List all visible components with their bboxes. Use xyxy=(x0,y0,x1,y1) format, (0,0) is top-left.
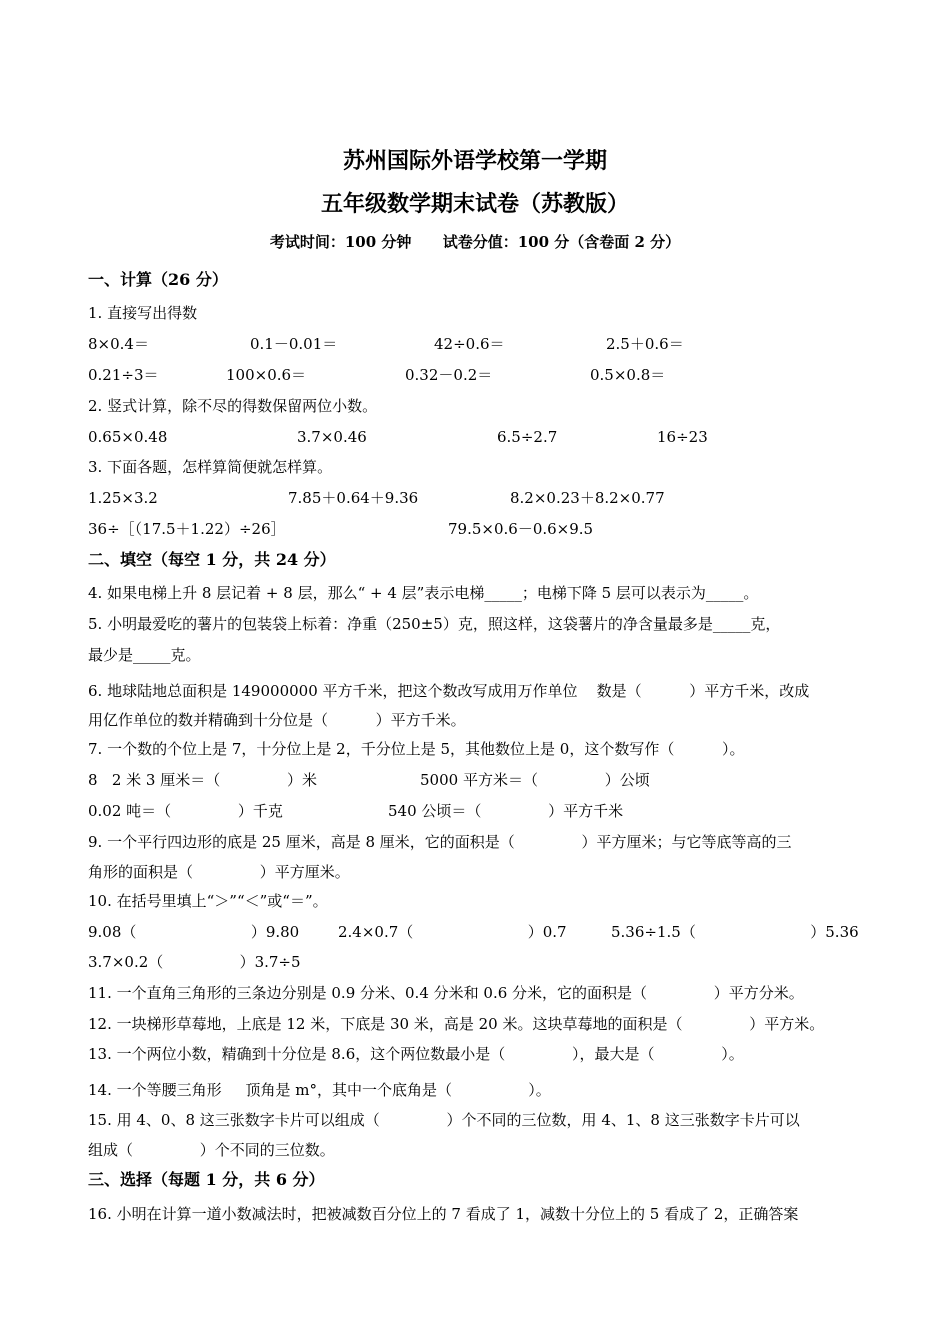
q2-item: 6.5÷2.7 xyxy=(497,428,558,446)
q1-item: 0.32－0.2＝ xyxy=(405,366,493,384)
q8-item: 8 2 米 3 厘米＝（ ）米 xyxy=(88,771,317,789)
question-6-line1: 6. 地球陆地总面积是 149000000 平方千米，把这个数改写成用万作单位 数是（ ）平方千米，改成 xyxy=(88,682,810,700)
q10-item: 3.7×0.2（ ）3.7÷5 xyxy=(88,953,301,971)
q1-item: 8×0.4＝ xyxy=(88,335,149,353)
q3-item: 36÷［（17.5＋1.22）÷26］ xyxy=(88,520,286,538)
question-16: 16. 小明在计算一道小数减法时，把被减数百分位上的 7 看成了 1，减数十分位上的 5 看成了 2，正确答案 xyxy=(88,1205,799,1223)
question-10-stem: 10. 在括号里填上“＞”“＜”或“＝”。 xyxy=(88,892,328,910)
q2-item: 0.65×0.48 xyxy=(88,428,168,446)
question-9-line1: 9. 一个平行四边形的底是 25 厘米，高是 8 厘米，它的面积是（ ）平方厘米；与它等底等高的三 xyxy=(88,833,792,851)
question-7: 7. 一个数的个位上是 7，十分位上是 2，千分位上是 5，其他数位上是 0，这个数写作（ ）。 xyxy=(88,740,745,758)
q2-item: 3.7×0.46 xyxy=(297,428,367,446)
q3-item: 1.25×3.2 xyxy=(88,489,158,507)
q1-item: 0.5×0.8＝ xyxy=(590,366,666,384)
q1-item: 0.1－0.01＝ xyxy=(250,335,338,353)
q10-item: 2.4×0.7（ ）0.7 xyxy=(338,923,567,941)
question-11: 11. 一个直角三角形的三条边分别是 0.9 分米、0.4 分米和 0.6 分米，它的面积是（ ）平方分米。 xyxy=(88,984,804,1002)
q3-item: 79.5×0.6－0.6×9.5 xyxy=(448,520,594,538)
question-4: 4. 如果电梯上升 8 层记着 + 8 层，那么“ + 4 层”表示电梯_____；电梯下降 5 层可以表示为_____。 xyxy=(88,584,759,602)
q1-item: 100×0.6＝ xyxy=(226,366,307,384)
question-5-line1: 5. 小明最爱吃的薯片的包装袋上标着：净重（250±5）克，照这样，这袋薯片的净含量最多是_____克， xyxy=(88,615,781,633)
question-2-stem: 2. 竖式计算，除不尽的得数保留两位小数。 xyxy=(88,397,378,415)
question-5-line2: 最少是_____克。 xyxy=(88,646,201,664)
section-heading-calc: 一、计算（26 分） xyxy=(88,270,228,289)
q3-item: 7.85＋0.64＋9.36 xyxy=(288,489,419,507)
q3-item: 8.2×0.23＋8.2×0.77 xyxy=(510,489,665,507)
question-1-stem: 1. 直接写出得数 xyxy=(88,304,198,322)
q10-item: 9.08（ ）9.80 xyxy=(88,923,300,941)
question-13: 13. 一个两位小数，精确到十分位是 8.6，这个两位数最小是（ ），最大是（ ）。 xyxy=(88,1045,744,1063)
q10-item: 5.36÷1.5（ ）5.36 xyxy=(611,923,859,941)
q8-item: 540 公顷＝（ ）平方千米 xyxy=(388,802,624,820)
question-15-line2: 组成（ ）个不同的三位数。 xyxy=(88,1141,335,1159)
section-heading-choice: 三、选择（每题 1 分，共 6 分） xyxy=(88,1170,325,1189)
q1-item: 42÷0.6＝ xyxy=(434,335,505,353)
question-12: 12. 一块梯形草莓地，上底是 12 米，下底是 30 米，高是 20 米。这块草莓地的面积是（ ）平方米。 xyxy=(88,1015,825,1033)
exam-title: 五年级数学期末试卷（苏教版） xyxy=(320,191,629,217)
q8-item: 5000 平方米＝（ ）公顷 xyxy=(420,771,650,789)
section-heading-fill: 二、填空（每空 1 分，共 24 分） xyxy=(88,550,336,569)
question-15-line1: 15. 用 4、0、8 这三张数字卡片可以组成（ ）个不同的三位数，用 4、1、8 这三张数字卡片可以 xyxy=(88,1111,800,1129)
question-14: 14. 一个等腰三角形 顶角是 m°，其中一个底角是（ ）。 xyxy=(88,1081,551,1099)
q1-item: 2.5＋0.6＝ xyxy=(606,335,684,353)
question-9-line2: 角形的面积是（ ）平方厘米。 xyxy=(88,863,350,881)
q2-item: 16÷23 xyxy=(657,428,708,446)
school-title: 苏州国际外语学校第一学期 xyxy=(342,148,607,174)
q1-item: 0.21÷3＝ xyxy=(88,366,159,384)
question-3-stem: 3. 下面各题，怎样算简便就怎样算。 xyxy=(88,458,333,476)
exam-info: 考试时间：100 分钟 试卷分值：100 分（含卷面 2 分） xyxy=(269,233,681,251)
q8-item: 0.02 吨＝（ ）千克 xyxy=(88,802,283,820)
question-6-line2: 用亿作单位的数并精确到十分位是（ ）平方千米。 xyxy=(88,711,466,729)
